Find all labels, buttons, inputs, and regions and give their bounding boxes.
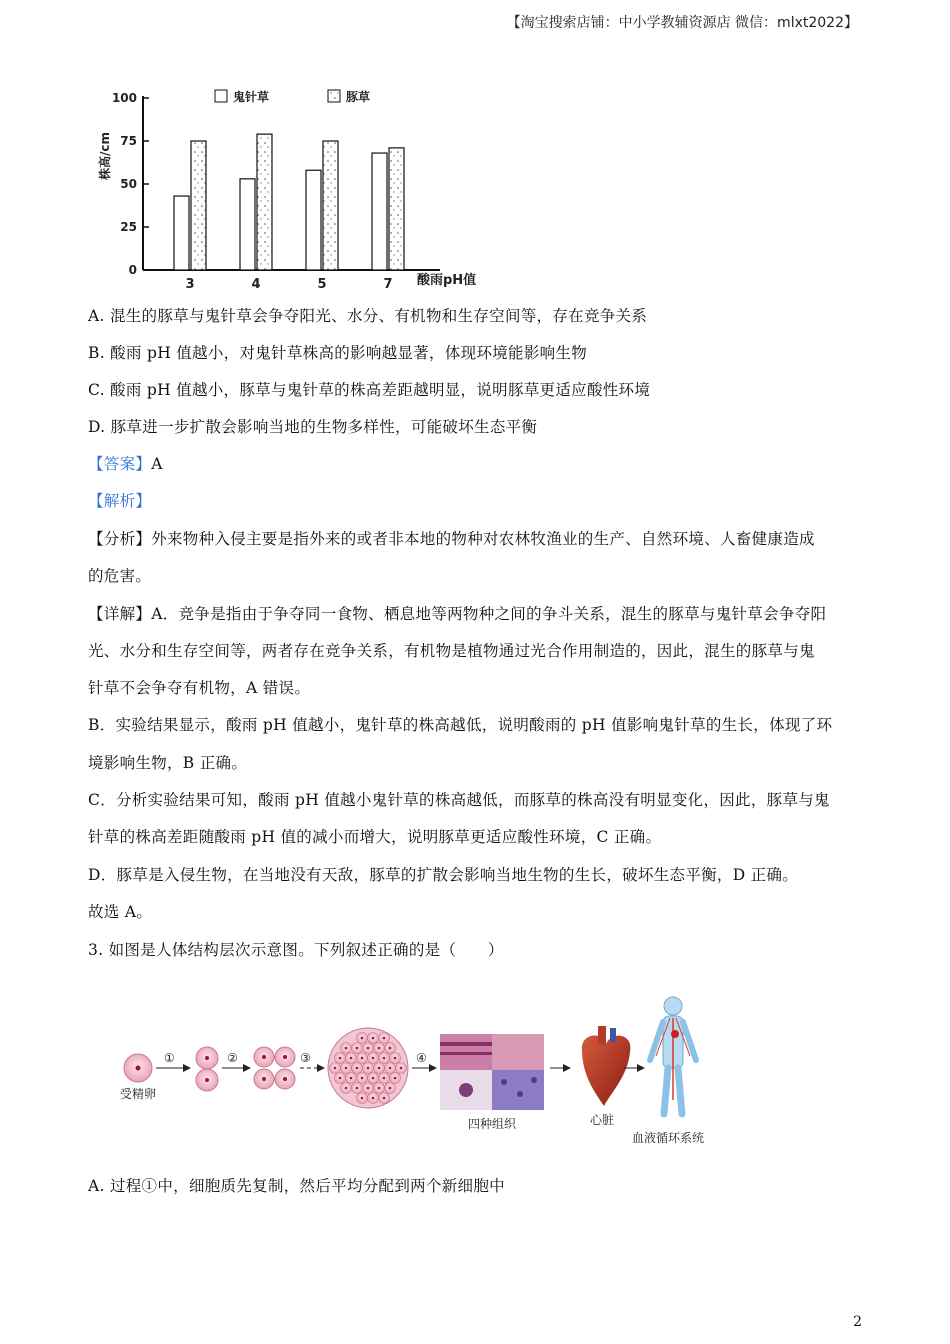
step-1-label: ① — [164, 1051, 175, 1065]
step-3-label: ③ — [300, 1051, 311, 1065]
two-cell-stage — [196, 1047, 218, 1091]
x-tick-label: 7 — [383, 277, 393, 292]
x-axis-label: 酸雨pH值 — [417, 273, 477, 288]
option-d: D. 豚草进一步扩散会影响当地的生物多样性，可能破坏生态平衡 — [88, 418, 538, 436]
answer-tag: 【答案】 — [88, 455, 152, 473]
system-label: 血液循环系统 — [632, 1131, 705, 1145]
xiangjie-tag: 【详解】 — [88, 605, 152, 623]
header-note: 【淘宝搜索店铺：中小学教辅资源店 微信：mlxt2022】 — [506, 15, 858, 31]
page-number: 2 — [853, 1314, 862, 1330]
bar-tuncao-ph-4 — [257, 134, 272, 270]
xiangjie-a1: A．竞争是指由于争夺同一食物、栖息地等两物种之间的争斗关系，混生的豚草与鬼针草会争夺阳 — [151, 605, 827, 623]
y-tick-label: 0 — [128, 263, 137, 277]
fenxi-line-1 — [88, 521, 868, 558]
y-axis-label: 株高/cm — [98, 131, 112, 181]
legend-swatch-tuncao — [328, 90, 340, 102]
option-c: C. 酸雨 pH 值越小，豚草与鬼针草的株高差距越明显，说明豚草更适应酸性环境 — [88, 381, 651, 399]
bar-guizhencao-ph-3 — [174, 196, 189, 270]
y-tick-label: 75 — [120, 134, 137, 148]
y-tick-label: 25 — [120, 220, 137, 234]
legend-label-guizhencao: 鬼针草 — [233, 90, 270, 104]
x-tick-label: 3 — [185, 277, 195, 292]
four-cell-stage — [254, 1047, 295, 1089]
bar-guizhencao-ph-7 — [372, 153, 387, 270]
four-tissues-image — [440, 1034, 544, 1110]
xiangjie-conclusion: 故选 A。 — [88, 903, 153, 921]
body-structure-diagram — [110, 990, 720, 1150]
option-a: A. 混生的豚草与鬼针草会争夺阳光、水分、有机物和生存空间等，存在竞争关系 — [88, 307, 648, 325]
x-tick-label: 5 — [317, 277, 327, 292]
option-b: B. 酸雨 pH 值越小，对鬼针草株高的影响越显著，体现环境能影响生物 — [88, 344, 588, 362]
answer-line — [88, 446, 868, 483]
egg-label: 受精卵 — [120, 1087, 157, 1101]
step-4-label: ④ — [416, 1051, 427, 1065]
question-3-stem: 3. 如图是人体结构层次示意图。下列叙述正确的是（ ） — [88, 941, 504, 959]
fenxi-text: 外来物种入侵主要是指外来的或者非本地的物种对农林牧渔业的生产、自然环境、人畜健康造成 — [151, 530, 815, 548]
fertilized-egg — [124, 1054, 152, 1082]
xiangjie-c2: 针草的株高差距随酸雨 pH 值的减小而增大，说明豚草更适应酸性环境，C 正确。 — [88, 828, 662, 846]
cell-cluster — [328, 1028, 408, 1108]
y-tick-label: 50 — [120, 177, 137, 191]
y-tick-label: 100 — [111, 91, 137, 105]
bar-tuncao-ph-3 — [191, 141, 206, 270]
xiangjie-a3: 针草不会争夺有机物，A 错误。 — [88, 679, 311, 697]
xiangjie-line-1 — [88, 596, 868, 633]
answer-value: A — [151, 455, 163, 473]
bar-tuncao-ph-5 — [323, 141, 338, 270]
bar-tuncao-ph-7 — [389, 148, 404, 270]
bar-guizhencao-ph-5 — [306, 170, 321, 270]
heart-label: 心脏 — [590, 1113, 615, 1127]
legend-label-tuncao: 豚草 — [346, 90, 371, 104]
question-3-option-a: A. 过程①中，细胞质先复制，然后平均分配到两个新细胞中 — [88, 1177, 505, 1195]
xiangjie-d1: D．豚草是入侵生物，在当地没有天敌，豚草的扩散会影响当地生物的生长，破坏生态平衡，D 正确。 — [88, 866, 799, 884]
xiangjie-c1: C．分析实验结果可知，酸雨 pH 值越小鬼针草的株高越低，而豚草的株高没有明显变化，因此，豚草与鬼 — [88, 791, 830, 809]
analysis-tag: 【解析】 — [88, 492, 152, 510]
legend — [215, 89, 370, 104]
bar-guizhencao-ph-4 — [240, 179, 255, 270]
step-2-label: ② — [227, 1051, 238, 1065]
xiangjie-a2: 光、水分和生存空间等，两者存在竞争关系，有机物是植物通过光合作用制造的，因此，混生的豚草与鬼 — [88, 642, 815, 660]
x-tick-label: 4 — [251, 277, 261, 292]
fenxi-line-2: 的危害。 — [88, 567, 152, 585]
circulatory-system-image — [650, 997, 696, 1114]
heart-image — [582, 1026, 631, 1106]
legend-swatch-guizhencao — [215, 90, 227, 102]
xiangjie-b1: B．实验结果显示，酸雨 pH 值越小，鬼针草的株高越低，说明酸雨的 pH 值影响鬼针草的生长，体现了环 — [88, 716, 833, 734]
tissue-label: 四种组织 — [468, 1117, 517, 1131]
fenxi-tag: 【分析】 — [88, 530, 152, 548]
bar-chart — [95, 78, 495, 298]
xiangjie-b2: 境影响生物，B 正确。 — [88, 754, 248, 772]
